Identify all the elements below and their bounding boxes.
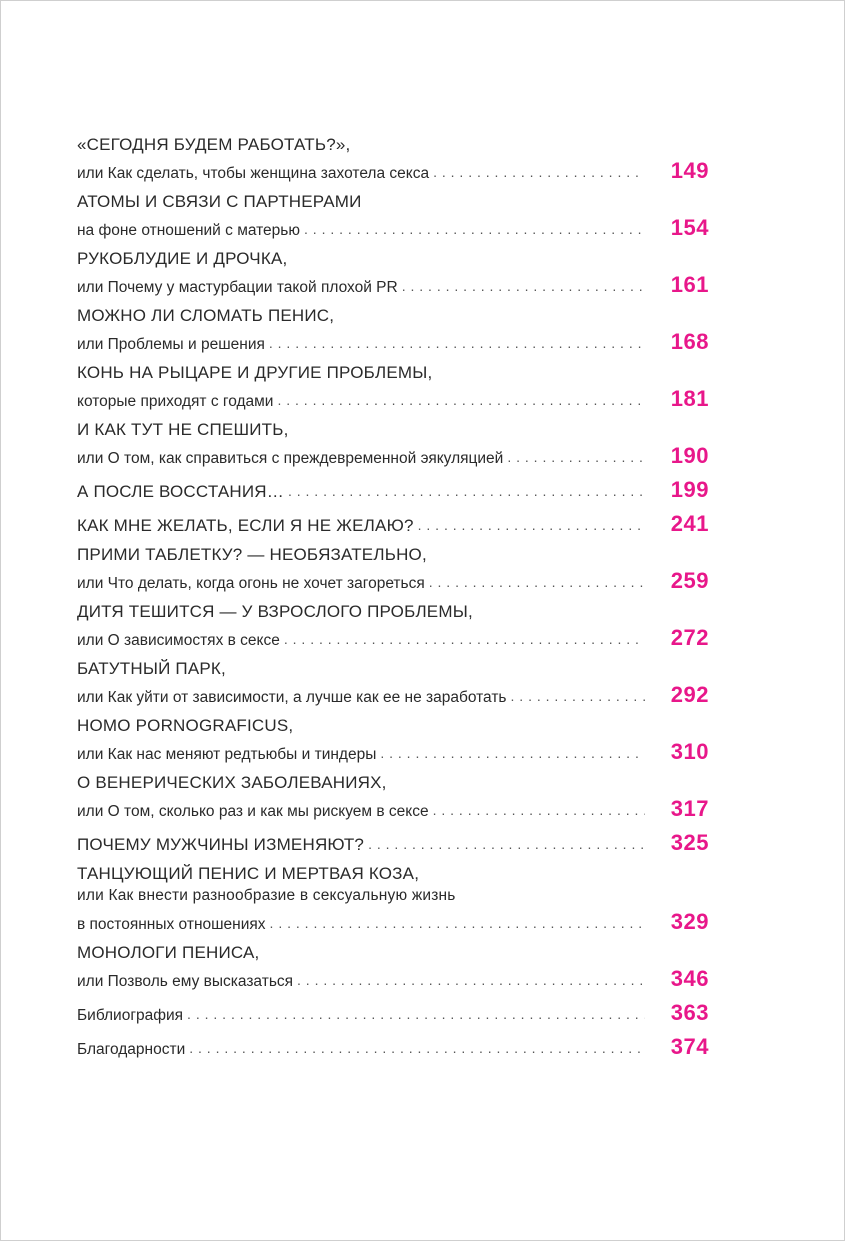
entry-title: HOMO PORNOGRAFICUS,: [77, 716, 294, 735]
entry-subtitle: которые приходят с годами: [77, 393, 274, 410]
dot-leader: [284, 625, 645, 654]
toc-entry[interactable]: [77, 418, 709, 470]
dot-leader: [418, 511, 645, 540]
page-number[interactable]: 310: [670, 739, 709, 764]
toc-entry[interactable]: [77, 714, 709, 766]
entry-subtitle: или Почему у мастурбации такой плохой PR: [77, 279, 398, 296]
toc-entry[interactable]: [77, 304, 709, 356]
toc-entry[interactable]: [77, 657, 709, 709]
entry-title: КАК МНЕ ЖЕЛАТЬ, ЕСЛИ Я НЕ ЖЕЛАЮ?: [77, 516, 414, 535]
page-number[interactable]: 241: [670, 511, 709, 536]
dot-leader: [511, 682, 645, 711]
page-number[interactable]: 181: [670, 386, 709, 411]
page-number[interactable]: 161: [670, 272, 709, 297]
page-number[interactable]: 190: [670, 443, 709, 468]
entry-title: ПРИМИ ТАБЛЕТКУ? — НЕОБЯЗАТЕЛЬНО,: [77, 545, 427, 564]
dot-leader: [288, 477, 645, 506]
page-number[interactable]: 317: [670, 796, 709, 821]
toc-entry[interactable]: [77, 190, 709, 242]
dot-leader: [269, 329, 645, 358]
toc-entry[interactable]: [77, 133, 709, 185]
page-number[interactable]: 199: [670, 477, 709, 502]
entry-title: АТОМЫ И СВЯЗИ С ПАРТНЕРАМИ: [77, 192, 362, 211]
entry-subtitle: на фоне отношений с матерью: [77, 222, 301, 239]
dot-leader: [189, 1034, 645, 1063]
page-number[interactable]: 325: [670, 830, 709, 855]
entry-title: ПОЧЕМУ МУЖЧИНЫ ИЗМЕНЯЮТ?: [77, 835, 365, 854]
dot-leader: [507, 443, 645, 472]
toc-entry[interactable]: [77, 475, 709, 504]
page-number[interactable]: 374: [670, 1034, 709, 1059]
toc-entry[interactable]: [77, 247, 709, 299]
dot-leader: [433, 796, 645, 825]
table-of-contents: [77, 133, 709, 1066]
entry-title: МОЖНО ЛИ СЛОМАТЬ ПЕНИС,: [77, 306, 335, 325]
entry-title: БАТУТНЫЙ ПАРК,: [77, 659, 226, 678]
page-number[interactable]: 259: [670, 568, 709, 593]
entry-subtitle: или О том, сколько раз и как мы рискуем в сексе: [77, 803, 429, 820]
dot-leader: [297, 966, 645, 995]
toc-entry[interactable]: [77, 998, 709, 1027]
toc-entry[interactable]: [77, 600, 709, 652]
entry-title: Библиография: [77, 1007, 184, 1024]
entry-title: ТАНЦУЮЩИЙ ПЕНИС И МЕРТВАЯ КОЗА,: [77, 864, 420, 883]
dot-leader: [277, 386, 645, 415]
entry-subtitle: или Что делать, когда огонь не хочет загореться: [77, 575, 425, 592]
entry-title: «СЕГОДНЯ БУДЕМ РАБОТАТЬ?»,: [77, 135, 351, 154]
dot-leader: [368, 830, 645, 859]
entry-title: РУКОБЛУДИЕ И ДРОЧКА,: [77, 249, 288, 268]
page-number[interactable]: 329: [670, 909, 709, 934]
entry-subtitle: или Как нас меняют редтьюбы и тиндеры: [77, 746, 377, 763]
entry-subtitle-line: или Как внести разнообразие в сексуальную жизнь: [77, 887, 456, 904]
dot-leader: [187, 1000, 645, 1029]
toc-entry[interactable]: [77, 941, 709, 993]
entry-title: МОНОЛОГИ ПЕНИСА,: [77, 943, 260, 962]
dot-leader: [402, 272, 645, 301]
page-number[interactable]: 154: [670, 215, 709, 240]
page-number[interactable]: 363: [670, 1000, 709, 1025]
entry-subtitle: или Проблемы и решения: [77, 336, 265, 353]
page-number[interactable]: 346: [670, 966, 709, 991]
toc-entry[interactable]: [77, 543, 709, 595]
entry-subtitle: или О том, как справиться с преждевременной эякуляцией: [77, 450, 504, 467]
entry-title: Благодарности: [77, 1041, 186, 1058]
dot-leader: [433, 158, 645, 187]
dot-leader: [304, 215, 645, 244]
entry-subtitle: или Позволь ему высказаться: [77, 973, 294, 990]
page-number[interactable]: 292: [670, 682, 709, 707]
toc-entry[interactable]: [77, 361, 709, 413]
entry-title: КОНЬ НА РЫЦАРЕ И ДРУГИЕ ПРОБЛЕМЫ,: [77, 363, 433, 382]
dot-leader: [270, 909, 645, 938]
toc-entry[interactable]: [77, 1032, 709, 1061]
entry-title: А ПОСЛЕ ВОССТАНИЯ…: [77, 482, 284, 501]
entry-title: ДИТЯ ТЕШИТСЯ — У ВЗРОСЛОГО ПРОБЛЕМЫ,: [77, 602, 473, 621]
entry-title: И КАК ТУТ НЕ СПЕШИТЬ,: [77, 420, 289, 439]
entry-subtitle: в постоянных отношениях: [77, 916, 266, 933]
entry-subtitle: или Как уйти от зависимости, а лучше как ее не заработать: [77, 689, 507, 706]
dot-leader: [429, 568, 645, 597]
entry-subtitle: или Как сделать, чтобы женщина захотела секса: [77, 165, 430, 182]
toc-entry[interactable]: [77, 771, 709, 823]
page-number[interactable]: 149: [670, 158, 709, 183]
dot-leader: [380, 739, 645, 768]
toc-entry[interactable]: [77, 828, 709, 857]
page-number[interactable]: 168: [670, 329, 709, 354]
entry-title: О ВЕНЕРИЧЕСКИХ ЗАБОЛЕВАНИЯХ,: [77, 773, 387, 792]
entry-subtitle: или О зависимостях в сексе: [77, 632, 280, 649]
toc-entry[interactable]: [77, 509, 709, 538]
toc-entry[interactable]: [77, 862, 709, 936]
page-number[interactable]: 272: [670, 625, 709, 650]
